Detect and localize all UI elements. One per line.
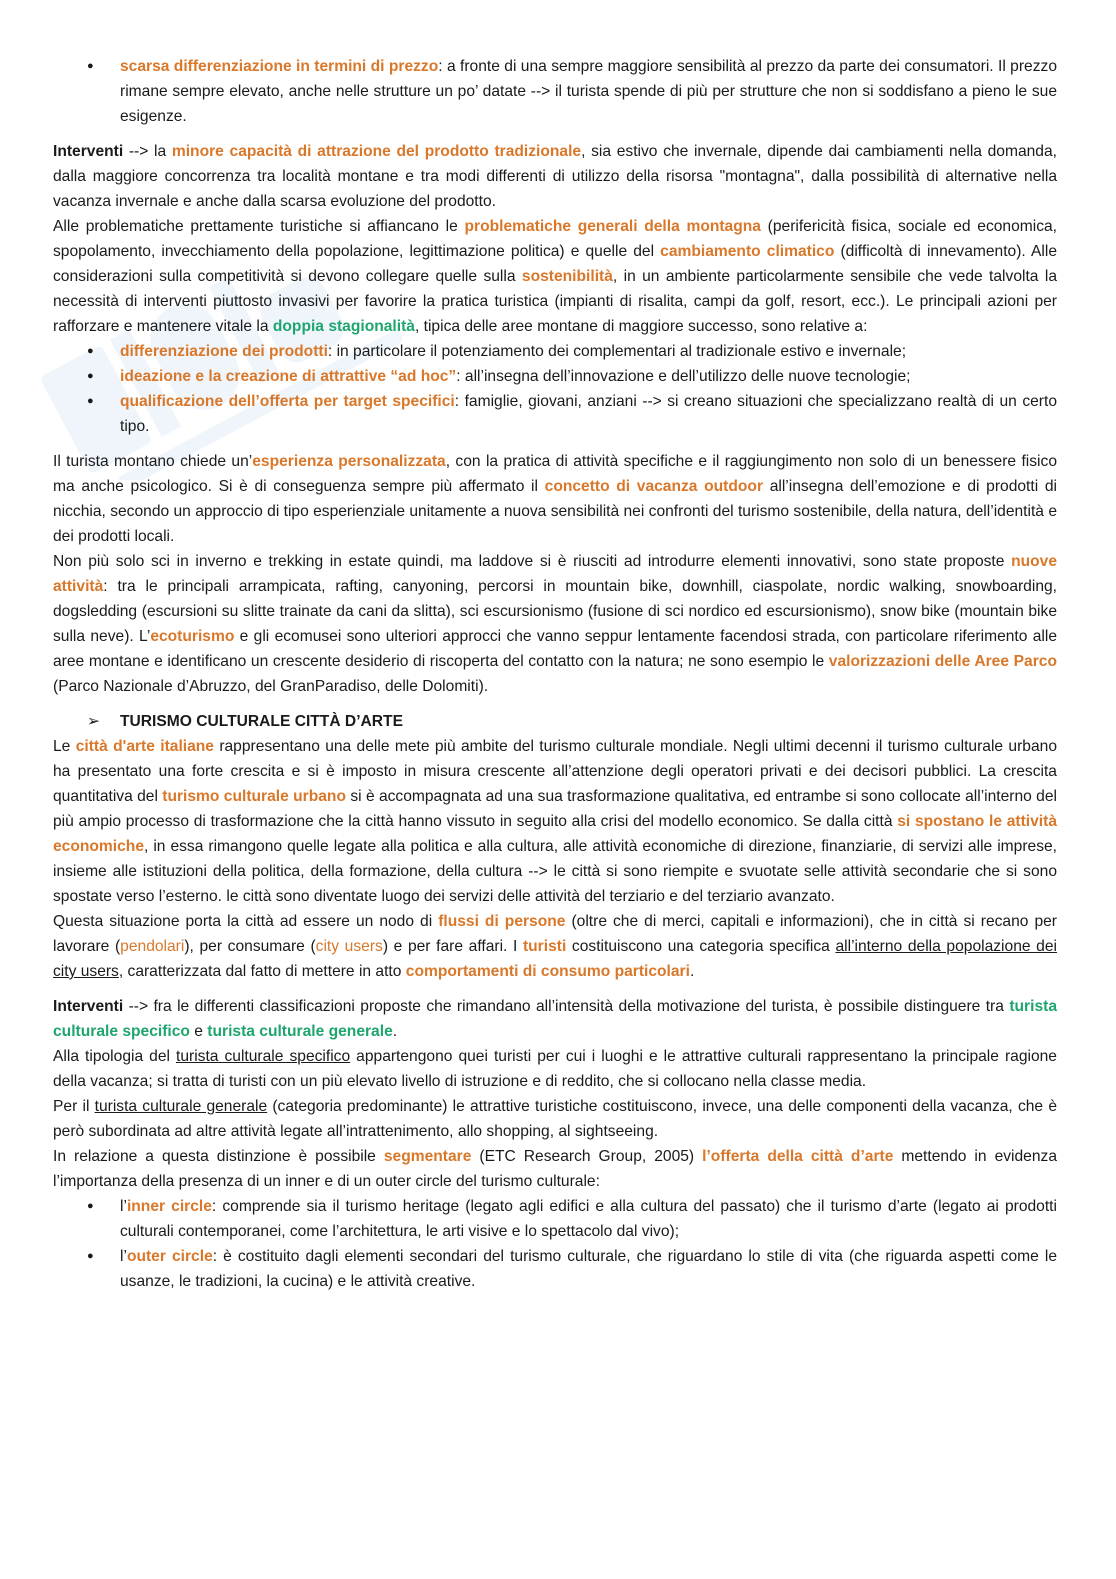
paragraph-turista-generale: Per il turista culturale generale (categoria predominante) le attrattive turistiche costituiscono, invece, una delle componenti della vacanza, che è però subordinata ad altre attività legate all’intrattenimento, allo shopping, al sightseeing. — [53, 1098, 1057, 1140]
list-item: ● scarsa differenziazione in termini di prezzo: a fronte di una sempre maggiore sensibilità al prezzo da parte dei consumatori. Il prezzo rimane sempre elevato, anche nelle strutture un po’ datate --> il turista spende di più per strutture che non si soddisfano a pieno le sue esigenze. — [53, 54, 1057, 129]
bullet-list-circles — [53, 1194, 1057, 1294]
list-item: ● ideazione e la creazione di attrattive “ad hoc”: all’insegna dell’innovazione e dell’utilizzo delle nuove tecnologie; — [53, 364, 1057, 389]
arrow-bullet-icon: ➢ — [87, 713, 101, 730]
section-heading: ➢ TURISMO CULTURALE CITTÀ D’ARTE — [53, 709, 1057, 734]
paragraph-interventi-montagna: Interventi --> la minore capacità di attrazione del prodotto tradizionale, sia estivo che invernale, dipende dai cambiamenti nella domanda, dalla maggiore concorrenza tra località montane e tra modi differenti di utilizzo della risorsa "montagna", dalla possibilità di alternative nella vacanza invernale e anche dalla scarsa evoluzione del prodotto. — [53, 143, 1057, 210]
paragraph-citta-arte: Le città d'arte italiane rappresentano una delle mete più ambite del turismo culturale mondiale. Negli ultimi decenni il turismo culturale urbano ha presentato una forte crescita e si è imposto in misura crescente all’attenzione degli operatori privati e dei decisori pubblici. La crescita quantitativa del turismo culturale urbano si è accompagnata ad una sua trasformazione qualitativa, ed entrambe si sono collocate all’interno del più ampio processo di trasformazione che la città hanno vissuto in seguito alla crisi del modello economico. Se dalla città si spostano le attività economiche, in essa rimangono quelle legate alla politica e alla cultura, alle attività economiche di direzione, finanziarie, di servizi alle imprese, insieme alle istituzioni della politica, della formazione, della cultura --> le città si sono riempite e svuotate selle attività secondarie che si sono spostate verso l’esterno. le città sono diventate luogo dei servizi delle attività del terziario e del terziario avanzato. — [53, 738, 1057, 905]
paragraph-flussi: Questa situazione porta la città ad essere un nodo di flussi di persone (oltre che di merci, capitali e informazioni), che in città si recano per lavorare (pendolari), per consumare (city users) e per fare affari. I turisti costituiscono una categoria specifica all’interno della popolazione dei city users, caratterizzata dal fatto di mettere in atto comportamenti di consumo particolari. — [53, 913, 1057, 980]
paragraph-segmentare: In relazione a questa distinzione è possibile segmentare (ETC Research Group, 2005) l’offerta della città d’arte mettendo in evidenza l’importanza della presenza di un inner e di un outer circle del turismo culturale: — [53, 1148, 1057, 1190]
bullet-list-pricing — [53, 54, 1057, 129]
bullet-list-azioni — [53, 339, 1057, 439]
document-page — [53, 54, 1057, 1294]
list-item: ● l’inner circle: comprende sia il turismo heritage (legato agli edifici e alla cultura del passato) che il turismo d’arte (legato ai prodotti culturali contemporanei, come l’architettura, le arti visive e lo spettacolo dal vivo); — [53, 1194, 1057, 1244]
list-item: ● l’outer circle: è costituito dagli elementi secondari del turismo culturale, che riguardano lo stile di vita (che riguarda aspetti come le usanze, le tradizioni, la cucina) e le attività creative. — [53, 1244, 1057, 1294]
paragraph-turista-montano: Il turista montano chiede un’esperienza personalizzata, con la pratica di attività specifiche e il raggiungimento non solo di un benessere fisico ma anche psicologico. Si è di conseguenza sempre più affermato il concetto di vacanza outdoor all’insegna dell’emozione e di prodotti di nicchia, secondo un approccio di tipo esperienziale unitamente a nuova sensibilità nei confronti del turismo sostenibile, della natura, dell’identità e dei prodotti locali. — [53, 453, 1057, 545]
list-item: ● differenziazione dei prodotti: in particolare il potenziamento dei complementari al tradizionale estivo e invernale; — [53, 339, 1057, 364]
paragraph-problematiche: Alle problematiche prettamente turistiche si affiancano le problematiche generali della montagna (perifericità fisica, sociale ed economica, spopolamento, invecchiamento della popolazione, legittimazione politica) e quelle del cambiamento climatico (difficoltà di innevamento). Alle considerazioni sulla competitività si devono collegare quelle sulla sostenibilità, in un ambiente particolarmente sensibile che vede talvolta la necessità di interventi piuttosto invasivi per favorire la pratica turistica (impianti di risalita, campi da golf, resort, ecc.). Le principali azioni per rafforzare e mantenere vitale la doppia stagionalità, tipica delle aree montane di maggiore successo, sono relative a: — [53, 218, 1058, 335]
paragraph-nuove-attivita: Non più solo sci in inverno e trekking in estate quindi, ma laddove si è riusciti ad introdurre elementi innovativi, sono state proposte nuove attività: tra le principali arrampicata, rafting, canyoning, percorsi in mountain bike, downhill, ciaspolate, nordic walking, snowboarding, dogsledding (escursioni su slitte trainate da cani da slitta), sci escursionismo (fusione di sci nordico ed escursionismo), snow bike (mountain bike sulla neve). L’ecoturismo e gli ecomusei sono ulteriori approcci che vanno seppur lentamente facendosi strada, con particolare riferimento alle aree montane e identificano un crescente desiderio di riscoperta del contatto con la natura; ne sono esempio le valorizzazioni delle Aree Parco (Parco Nazionale d’Abruzzo, del GranParadiso, delle Dolomiti). — [53, 553, 1057, 695]
paragraph-interventi-citta: Interventi --> fra le differenti classificazioni proposte che rimandano all’intensità della motivazione del turista, è possibile distinguere tra turista culturale specifico e turista culturale generale. — [53, 998, 1057, 1040]
list-item: ● qualificazione dell’offerta per target specifici: famiglie, giovani, anziani --> si creano situazioni che specializzano realtà di un certo tipo. — [53, 389, 1057, 439]
paragraph-turista-specifico: Alla tipologia del turista culturale specifico appartengono quei turisti per cui i luoghi e le attrattive culturali rappresentano la principale ragione della vacanza; si tratta di turisti con un più elevato livello di istruzione e di reddito, che si collocano nella classe media. — [53, 1048, 1057, 1090]
